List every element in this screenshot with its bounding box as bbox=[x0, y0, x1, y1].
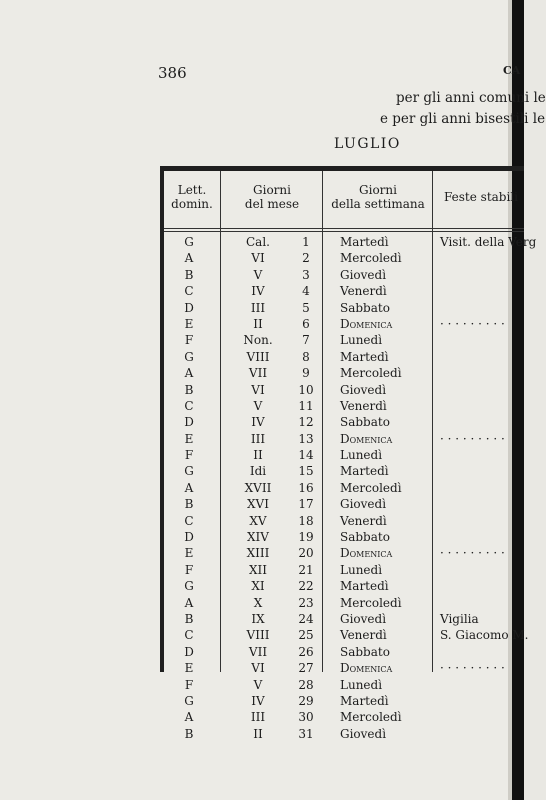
day-number: 31 bbox=[298, 726, 314, 741]
roman-day: V bbox=[253, 267, 263, 282]
roman-day: V bbox=[253, 677, 263, 692]
weekday: Venerdì bbox=[340, 513, 387, 528]
roman-day: XVII bbox=[244, 480, 272, 495]
dominical-letter: B bbox=[184, 382, 194, 397]
roman-day: VII bbox=[248, 366, 268, 381]
dominical-letter: C bbox=[184, 284, 194, 299]
weekday: Martedì bbox=[340, 693, 389, 708]
weekday: Mercoledì bbox=[340, 710, 402, 725]
weekday: Martedì bbox=[340, 349, 389, 364]
table-row bbox=[160, 627, 529, 643]
weekday: Lunedì bbox=[340, 448, 383, 463]
table-row bbox=[160, 595, 524, 611]
roman-day: VI bbox=[251, 251, 265, 266]
roman-day: XV bbox=[249, 513, 267, 528]
table-row bbox=[160, 234, 537, 250]
day-number: 8 bbox=[302, 349, 310, 364]
day-number: 23 bbox=[298, 595, 314, 610]
roman-day: VII bbox=[248, 644, 268, 659]
table-row bbox=[160, 398, 524, 414]
day-number: 19 bbox=[298, 530, 314, 545]
table-row bbox=[160, 562, 524, 578]
table-top-border bbox=[160, 166, 524, 171]
weekday: Domenica bbox=[340, 431, 393, 446]
dominical-letter: D bbox=[184, 644, 194, 659]
roman-day: II bbox=[253, 448, 263, 463]
roman-day: III bbox=[250, 710, 266, 725]
roman-day: II bbox=[253, 316, 263, 331]
dominical-letter: E bbox=[184, 661, 194, 676]
weekday: Venerdì bbox=[340, 398, 387, 413]
day-number: 17 bbox=[298, 497, 314, 512]
table-row bbox=[160, 382, 524, 398]
weekday: Domenica bbox=[340, 661, 393, 676]
day-number: 22 bbox=[298, 579, 314, 594]
weekday: Sabbato bbox=[340, 644, 390, 659]
table-row bbox=[160, 414, 524, 430]
table-row bbox=[160, 578, 524, 594]
roman-day: III bbox=[250, 431, 266, 446]
table-row bbox=[160, 611, 524, 627]
roman-day: VI bbox=[251, 661, 265, 676]
table-row bbox=[160, 660, 524, 676]
roman-day: XIV bbox=[247, 530, 269, 545]
dominical-letter: A bbox=[184, 366, 194, 381]
weekday: Mercoledì bbox=[340, 366, 402, 381]
header-lett-domin: Lett. domin. bbox=[171, 183, 213, 211]
subtitle-line-1: per gli anni comuni le bbox=[396, 90, 546, 106]
dominical-letter: A bbox=[184, 710, 194, 725]
weekday: Giovedì bbox=[340, 726, 387, 741]
weekday: Mercoledì bbox=[340, 251, 402, 266]
dominical-letter: D bbox=[184, 530, 194, 545]
dominical-letter: F bbox=[184, 448, 194, 463]
weekday: Martedì bbox=[340, 579, 389, 594]
table-row bbox=[160, 349, 524, 365]
feast: · · · · · · · · · bbox=[440, 661, 505, 676]
table-row bbox=[160, 365, 524, 381]
calendar-table bbox=[160, 166, 537, 741]
table-row bbox=[160, 693, 524, 709]
day-number: 25 bbox=[298, 628, 314, 643]
day-number: 11 bbox=[298, 398, 314, 413]
page-number: 386 bbox=[158, 64, 187, 82]
weekday: Domenica bbox=[340, 316, 393, 331]
dominical-letter: B bbox=[184, 611, 194, 626]
dominical-letter: G bbox=[184, 349, 194, 364]
roman-day: IV bbox=[251, 415, 265, 430]
feast: S. Giacomo M. bbox=[440, 628, 529, 643]
day-number: 9 bbox=[302, 366, 310, 381]
table-row bbox=[160, 480, 524, 496]
weekday: Mercoledì bbox=[340, 595, 402, 610]
table-row bbox=[160, 283, 524, 299]
roman-day: VI bbox=[251, 382, 265, 397]
feast: · · · · · · · · · bbox=[440, 546, 505, 561]
table-row bbox=[160, 463, 524, 479]
header-giorni-settimana: Giorni della settimana bbox=[331, 183, 425, 211]
roman-day: Non. bbox=[243, 333, 273, 348]
subtitle-line-2: e per gli anni bisestili le bbox=[380, 111, 546, 127]
roman-day: V bbox=[253, 398, 263, 413]
weekday: Giovedì bbox=[340, 497, 387, 512]
table-row bbox=[160, 529, 524, 545]
weekday: Sabbato bbox=[340, 530, 390, 545]
table-row bbox=[160, 644, 524, 660]
roman-day: XVI bbox=[247, 497, 269, 512]
table-row bbox=[160, 250, 524, 266]
table-row bbox=[160, 300, 524, 316]
weekday: Giovedì bbox=[340, 611, 387, 626]
day-number: 3 bbox=[302, 267, 310, 282]
day-number: 24 bbox=[298, 611, 314, 626]
weekday: Sabbato bbox=[340, 300, 390, 315]
roman-day: IV bbox=[251, 693, 265, 708]
day-number: 30 bbox=[298, 710, 314, 725]
day-number: 7 bbox=[302, 333, 310, 348]
dominical-letter: F bbox=[184, 333, 194, 348]
dominical-letter: F bbox=[184, 677, 194, 692]
weekday: Venerdì bbox=[340, 628, 387, 643]
dominical-letter: B bbox=[184, 267, 194, 282]
weekday: Lunedì bbox=[340, 333, 383, 348]
month-title: LUGLIO bbox=[334, 136, 401, 152]
weekday: Lunedì bbox=[340, 562, 383, 577]
day-number: 26 bbox=[298, 644, 314, 659]
feast: · · · · · · · · · bbox=[440, 316, 505, 331]
day-number: 5 bbox=[302, 300, 310, 315]
dominical-letter: B bbox=[184, 726, 194, 741]
day-number: 20 bbox=[298, 546, 314, 561]
roman-day: III bbox=[250, 300, 266, 315]
roman-day: XII bbox=[248, 562, 268, 577]
roman-day: XI bbox=[251, 579, 265, 594]
dominical-letter: A bbox=[184, 595, 194, 610]
table-row bbox=[160, 332, 524, 348]
weekday: Martedì bbox=[340, 464, 389, 479]
roman-day: XIII bbox=[246, 546, 270, 561]
weekday: Martedì bbox=[340, 235, 389, 249]
feast: · · · · · · · · · bbox=[440, 431, 505, 446]
weekday: Lunedì bbox=[340, 677, 383, 692]
weekday: Mercoledì bbox=[340, 480, 402, 495]
roman-day: IX bbox=[251, 611, 265, 626]
day-number: 1 bbox=[302, 235, 310, 249]
dominical-letter: G bbox=[184, 579, 194, 594]
running-header-fragment: CA bbox=[503, 64, 521, 77]
dominical-letter: E bbox=[184, 546, 194, 561]
table-row bbox=[160, 496, 524, 512]
table-row bbox=[160, 677, 524, 693]
table-row bbox=[160, 316, 524, 332]
day-number: 6 bbox=[302, 316, 310, 331]
day-number: 12 bbox=[298, 415, 314, 430]
day-number: 29 bbox=[298, 693, 314, 708]
day-number: 10 bbox=[298, 382, 314, 397]
table-row bbox=[160, 709, 524, 725]
header-rule bbox=[164, 231, 524, 232]
table-body bbox=[160, 234, 537, 742]
dominical-letter: F bbox=[184, 562, 194, 577]
day-number: 18 bbox=[298, 513, 314, 528]
weekday: Sabbato bbox=[340, 415, 390, 430]
dominical-letter: G bbox=[184, 464, 194, 479]
dominical-letter: C bbox=[184, 628, 194, 643]
dominical-letter: E bbox=[184, 431, 194, 446]
header-giorni-mese: Giorni del mese bbox=[244, 183, 300, 211]
day-number: 14 bbox=[298, 448, 314, 463]
feast: Vigilia bbox=[440, 611, 479, 626]
dominical-letter: C bbox=[184, 513, 194, 528]
dominical-letter: G bbox=[184, 235, 194, 249]
day-number: 4 bbox=[302, 284, 310, 299]
header-feste-stabili: Feste stabili bbox=[444, 190, 518, 204]
roman-day: IV bbox=[251, 284, 265, 299]
feast: Visit. della Verg bbox=[440, 235, 537, 249]
table-row bbox=[160, 431, 524, 447]
dominical-letter: D bbox=[184, 300, 194, 315]
roman-day: VIII bbox=[246, 349, 270, 364]
dominical-letter: A bbox=[184, 480, 194, 495]
weekday: Domenica bbox=[340, 546, 393, 561]
header-rule bbox=[164, 228, 524, 229]
dominical-letter: D bbox=[184, 415, 194, 430]
dominical-letter: B bbox=[184, 497, 194, 512]
table-row bbox=[160, 447, 524, 463]
day-number: 28 bbox=[298, 677, 314, 692]
dominical-letter: A bbox=[184, 251, 194, 266]
dominical-letter: C bbox=[184, 398, 194, 413]
dominical-letter: E bbox=[184, 316, 194, 331]
roman-day: VIII bbox=[246, 628, 270, 643]
table-row bbox=[160, 726, 524, 742]
roman-day: Idi bbox=[249, 464, 267, 479]
weekday: Giovedì bbox=[340, 382, 387, 397]
day-number: 27 bbox=[298, 661, 314, 676]
dominical-letter: G bbox=[184, 693, 194, 708]
roman-day: X bbox=[253, 595, 263, 610]
weekday: Venerdì bbox=[340, 284, 387, 299]
table-row bbox=[160, 545, 524, 561]
day-number: 21 bbox=[298, 562, 314, 577]
day-number: 2 bbox=[302, 251, 310, 266]
day-number: 15 bbox=[298, 464, 314, 479]
table-row bbox=[160, 267, 524, 283]
day-number: 16 bbox=[298, 480, 314, 495]
day-number: 13 bbox=[298, 431, 314, 446]
roman-day: Cal. bbox=[246, 235, 270, 249]
table-row bbox=[160, 513, 524, 529]
weekday: Giovedì bbox=[340, 267, 387, 282]
roman-day: II bbox=[253, 726, 263, 741]
